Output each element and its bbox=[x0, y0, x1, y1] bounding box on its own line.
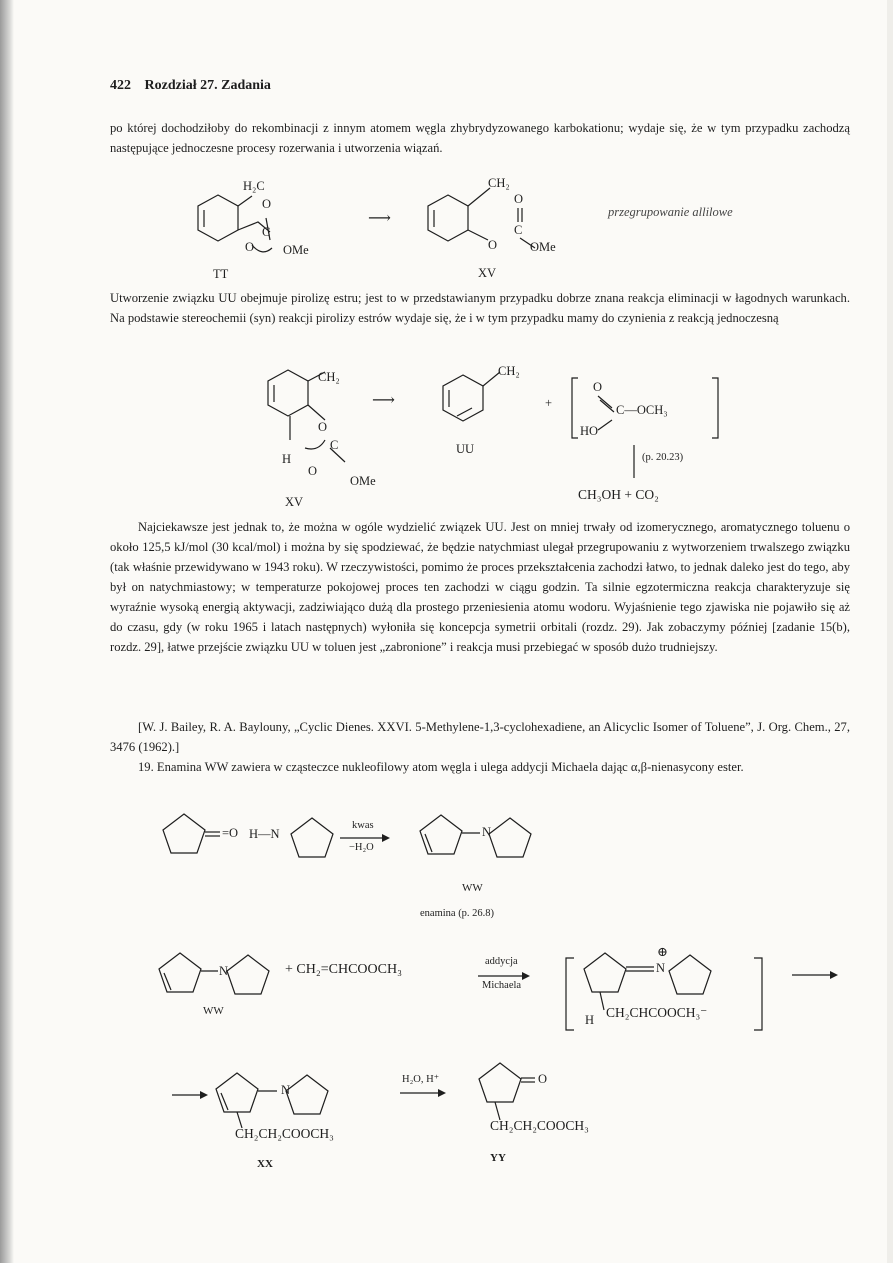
s2-ref: (p. 20.23) bbox=[642, 452, 684, 463]
s2-ch2: CH₂ bbox=[318, 370, 340, 384]
paragraph-2: Utworzenie związku UU obejmuje pirolizę estru; jest to w przedstawianym przypadku dobrze znana reakcja eliminacji w łagodnych warunkach. Na podstawie stereochemii (syn) reakcji pirolizy estrów wydaje się, że i w tym przypadku mamy do czynienia z reakcją jednoczesną bbox=[110, 291, 850, 325]
page-number: 422 bbox=[110, 78, 131, 93]
s4-h: H bbox=[585, 1013, 595, 1027]
s5-label-xx: XX bbox=[257, 1158, 273, 1170]
s4-n: N bbox=[219, 964, 229, 978]
s5-label-yy: YY bbox=[490, 1152, 506, 1164]
s1-o-mid: O bbox=[488, 238, 498, 252]
s3-hn: H—N bbox=[249, 827, 280, 841]
paragraph-1: po której dochodziłoby do rekombinacji z innym atomem węgla zhybrydyzowanego karbokationu; wydaje się, że w tym przypadku zachodzą następujące jednoczesne procesy rozerwania i utworzenia wiązań. bbox=[110, 121, 850, 155]
s5-n: N bbox=[281, 1083, 291, 1097]
s1-o-top: O bbox=[514, 192, 524, 206]
xx-ring bbox=[216, 1073, 258, 1112]
s3-caption: enamina (p. 26.8) bbox=[420, 908, 495, 919]
s2-ch2-b: CH₂ bbox=[498, 364, 520, 378]
paragraph-5: 19. Enamina WW zawiera w cząsteczce nukleofilowy atom węgla i ulega addycji Michaela dając α,β-nienasycony ester. bbox=[138, 760, 744, 774]
s3-label-ww: WW bbox=[462, 882, 483, 894]
s2-o: O bbox=[318, 420, 328, 434]
s1-c: C bbox=[262, 225, 271, 239]
s4-plus-charge: ⊕ bbox=[657, 944, 668, 959]
s2-c: C bbox=[330, 438, 339, 452]
s1-arrow: ⟶ bbox=[368, 210, 391, 227]
s2-label-xv: XV bbox=[285, 495, 304, 509]
s4-over: addycja bbox=[485, 956, 518, 967]
s4-under: Michaela bbox=[482, 980, 522, 991]
s5-sub2: CH₂CH₂COOCH₃ bbox=[490, 1118, 589, 1133]
s3-over: kwas bbox=[352, 820, 374, 831]
s1-caption: przegrupowanie allilowe bbox=[608, 205, 733, 219]
s1-c2: C bbox=[514, 223, 523, 237]
s5-sub: CH₂CH₂COOCH₃ bbox=[235, 1126, 334, 1141]
s2-o-low: O bbox=[308, 464, 318, 478]
s4-sub: CH₂CHCOOCH₃⁻ bbox=[606, 1005, 708, 1020]
s3-o: =O bbox=[222, 826, 239, 840]
s4-reagent: + CH₂=CHCOOCH₃ bbox=[285, 962, 402, 977]
yy-ring bbox=[479, 1063, 521, 1102]
s1-o-low: O bbox=[245, 240, 255, 254]
s1-ch2: CH₂ bbox=[488, 176, 510, 190]
s3-n: N bbox=[482, 825, 492, 839]
s3-under: −H₂O bbox=[349, 842, 374, 853]
s2-arrow: ⟶ bbox=[372, 392, 395, 409]
s2-ome: OMe bbox=[350, 474, 376, 488]
s2-acid-c: C—OCH₃ bbox=[616, 403, 668, 417]
s2-products: CH₃OH + CO₂ bbox=[578, 487, 659, 502]
s1-label-xv: XV bbox=[478, 266, 497, 280]
s1-h2c: H₂C bbox=[243, 179, 265, 193]
s4-label-ww: WW bbox=[203, 1005, 224, 1017]
s2-label-uu: UU bbox=[456, 442, 475, 456]
paragraph-4: [W. J. Bailey, R. A. Baylouny, „Cyclic Dienes. XXVI. 5-Methylene-1,3-cyclohexadiene, an Alicyclic Isomer of Toluene”, J. Org. Chem., 27, 3476 (1962).] bbox=[110, 720, 850, 754]
paragraph-3: Najciekawsze jest jednak to, że można w ogóle wydzielić związek UU. Jest on mniej trwały od izomerycznego, aromatycznego toluenu o około 125,5 kJ/mol (30 kcal/mol) i można by się spodziewać, że będzie natychmiast ulegał przegrupowaniu z wytworzeniem trwalszego związku (tak właśnie przewidywano w 1943 roku). W rzeczywistości, pomimo że proces przekształcenia zachodzi łatwo, to jednak daleko jest do tego, aby był on natychmiastowy; w temperaturze pokojowej proces ten zachodzi w ciągu godzin. Ta silnie egzotermiczna reakcja charakteryzuje się wyraźnie wysoką energią aktywacji, zadziwiająco dużą dla prostego przeniesienia atomu wodoru. Wyjaśnienie tego zjawiska nie pojawiło się aż do czasu, gdy (w roku 1965 i latach następnych) wyłoniła się koncepcja symetrii orbitali (rozdz. 29). Jak zobaczymy później [zadanie 15(b), rozdz. 29], łatwe przejście związku UU w toluen jest „zabronione” i reakcja musi przebiegać w sposób dużo trudniejszy. bbox=[110, 520, 850, 654]
s5-o: O bbox=[538, 1072, 548, 1086]
s2-plus: + bbox=[545, 396, 553, 410]
s1-o-ring: O bbox=[262, 197, 272, 211]
s2-acid-ho: HO bbox=[580, 424, 599, 438]
s1-ome: OMe bbox=[283, 243, 309, 257]
chapter-title: Rozdział 27. Zadania bbox=[144, 78, 271, 93]
s2-acid-o: O bbox=[593, 380, 603, 394]
s5-over: H₂O, H⁺ bbox=[402, 1074, 440, 1085]
s4-n2: N bbox=[656, 961, 666, 975]
s2-h: H bbox=[282, 452, 292, 466]
s1-label-tt: TT bbox=[213, 267, 229, 281]
s1-ome2: OMe bbox=[530, 240, 556, 254]
